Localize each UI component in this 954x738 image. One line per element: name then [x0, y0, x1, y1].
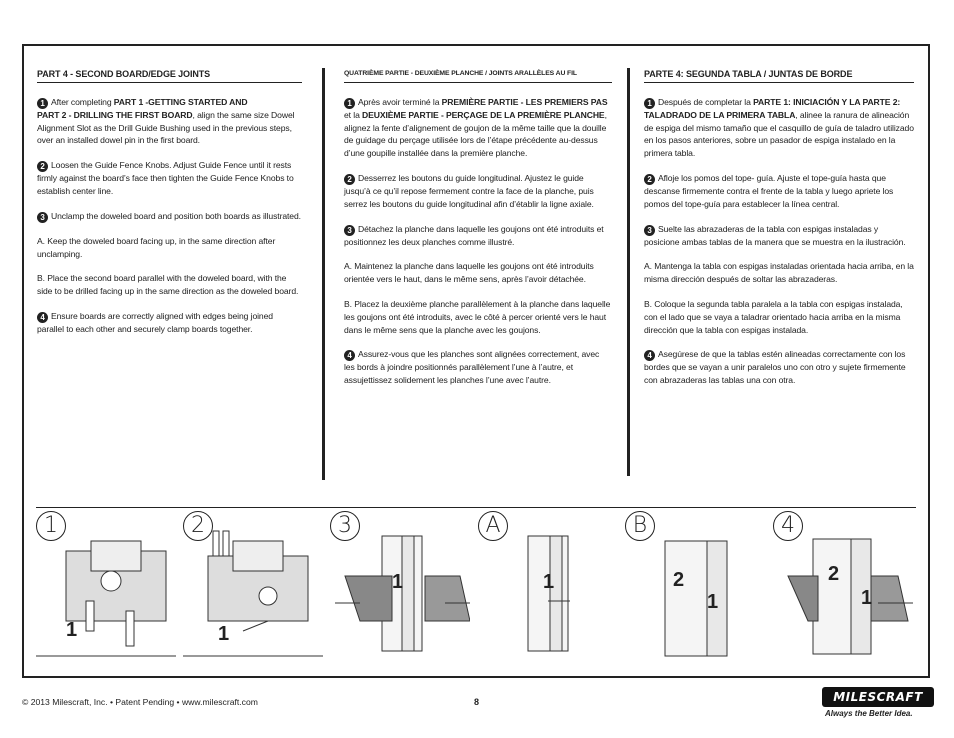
step-1: 1 After completing PART 1 -GETTING STARTED AND PART 2 - DRILLING THE FIRST BOARD, align the same size Dowel Alignment Slot as the Drill Guide Bushing used in the previous steps, over an installed dowel pin in the first board. [37, 96, 295, 146]
milescraft-logo: MILESCRAFT [822, 687, 934, 707]
step-number: 4 [37, 312, 48, 323]
panel-step-number: A [478, 511, 508, 541]
board-label: 1 [392, 571, 404, 593]
board-label: 1 [66, 619, 78, 641]
step-number: 1 [344, 98, 355, 109]
step-number: 3 [37, 212, 48, 223]
illustration-step-4 [773, 511, 913, 661]
step-b: B. Coloque la segunda tabla paralela a la tabla con espigas instalada, con el lado que se vaya a taladrar orientado hacia arriba en la misma dirección que la tabla con espigas instalada. [644, 298, 903, 335]
step-1: 1 Après avoir terminé la PREMIÈRE PARTIE - LES PREMIERS PAS et la DEUXIÈME PARTIE - PERÇAGE DE LA PREMIÈRE PLANCHE, alignez la fente d’alignement de goujon de la même taille que la douille de guidage du perçage utilisée lors de l’étape précédente au-dessus d’une goupille installée dans la première planche. [344, 96, 608, 159]
step-2: 2 Desserrez les boutons du guide longitudinal. Ajustez le guide jusqu’à ce qu’il repose fermement contre la face de la planche, puis serrez les boutons du guide longitudinal afin d’établir la ligne axiale. [344, 172, 594, 209]
step-2: 2 Loosen the Guide Fence Knobs. Adjust Guide Fence until it rests firmly against the board’s face then tighten the Guide Fence Knobs to establish center line. [37, 160, 294, 196]
step-number: 4 [644, 350, 655, 361]
step-number: 2 [644, 174, 655, 185]
column-heading: QUATRIÈME PARTIE - DEUXIÈME PLANCHE / JOINTS ARALLÈLES AU FIL [344, 68, 612, 83]
spanish-column [644, 68, 914, 399]
illustration-step-1 [36, 511, 176, 661]
illustration-step-3 [330, 511, 470, 661]
panel-step-number: B [625, 511, 655, 541]
illustration-step-a [478, 511, 618, 661]
step-3: 3 Unclamp the doweled board and position both boards as illustrated. [37, 210, 302, 223]
step-1: 1 Después de completar la PARTE 1: INICIACIÓN Y LA PARTE 2: TALADRADO DE LA PRIMERA TABLA, alinee la ranura de alineación de espiga del mismo tamaño que el casquillo de guía de taladro utilizado en los pasos anteriores, sobre un pasador de espiga instalado en la primera tabla. [644, 96, 914, 159]
illustration-step-2 [183, 511, 323, 661]
step-3: 3 Détachez la planche dans laquelle les goujons ont été introduits et positionnez les deux planches comme illustré. [344, 223, 604, 247]
step-number: 3 [344, 225, 355, 236]
step-4: 4 Asegúrese de que la tablas estén alineadas correctamente con los bordes que se vayan a unir paralelos uno con otro y sujete firmemente con abrazaderas las tablas una con otra. [644, 349, 906, 386]
board-label: 2 [828, 563, 840, 585]
step-number: 2 [344, 174, 355, 185]
step-number: 3 [644, 225, 655, 236]
column-divider [627, 68, 630, 476]
french-column [344, 68, 612, 399]
board-label: 1 [707, 591, 719, 613]
column-divider [322, 68, 325, 480]
english-column [37, 68, 302, 348]
step-number: 1 [644, 98, 655, 109]
panel-step-number: 4 [773, 511, 803, 541]
step-a: A. Maintenez la planche dans laquelle les goujons ont été introduits orientée vers le haut, dans le même sens, après l’avoir détachée. [344, 261, 594, 285]
board-label: 1 [543, 571, 555, 593]
step-3: 3 Suelte las abrazaderas de la tabla con espigas instaladas y posicione ambas tablas de la manera que se muestra en la ilustración. [644, 223, 906, 247]
step-number: 4 [344, 350, 355, 361]
copyright-text: © 2013 Milescraft, Inc. • Patent Pending • www.milescraft.com [22, 697, 258, 707]
board-label: 1 [218, 623, 230, 645]
illustration-divider [36, 507, 916, 508]
step-4: 4 Ensure boards are correctly aligned with edges being joined parallel to each other and securely clamp boards together. [37, 310, 273, 334]
step-number: 1 [37, 98, 48, 109]
step-2: 2 Afloje los pomos del tope- guía. Ajuste el tope-guía hasta que descanse firmemente contra el frente de la tabla y luego apriete los pomos del tope-guía para establecer la línea central. [644, 172, 894, 209]
step-a: A. Keep the doweled board facing up, in the same direction after unclamping. [37, 235, 276, 259]
board-label: 2 [673, 569, 685, 591]
panel-step-number: 3 [330, 511, 360, 541]
step-a: A. Mantenga la tabla con espigas instaladas orientada hacia arriba, en la misma dirección después de soltar las abrazaderas. [644, 261, 914, 285]
step-4: 4 Assurez-vous que les planches sont alignées correctement, avec les bords à joindre positionnés parallèlement l’une à l’autre, et assujettissez solidement les planches l’une avec l’autre. [344, 349, 600, 386]
board-label: 1 [861, 587, 873, 609]
step-number: 2 [37, 161, 48, 172]
column-heading: PARTE 4: SEGUNDA TABLA / JUNTAS DE BORDE [644, 68, 914, 83]
panel-step-number: 2 [183, 511, 213, 541]
step-b: B. Place the second board parallel with the doweled board, with the side to be drilled facing up in the same direction as the doweled board. [37, 273, 299, 297]
column-heading: PART 4 - SECOND BOARD/EDGE JOINTS [37, 68, 302, 83]
logo-tagline: Always the Better Idea. [825, 709, 913, 718]
step-b: B. Placez la deuxième planche parallèlement à la planche dans laquelle les goujons ont été introduits, avec le côté à percer orienté vers le haut dans le même sens que la planche avec les goujons. [344, 298, 611, 335]
panel-step-number: 1 [36, 511, 66, 541]
illustration-step-b [625, 511, 765, 661]
page-number: 8 [474, 697, 480, 707]
